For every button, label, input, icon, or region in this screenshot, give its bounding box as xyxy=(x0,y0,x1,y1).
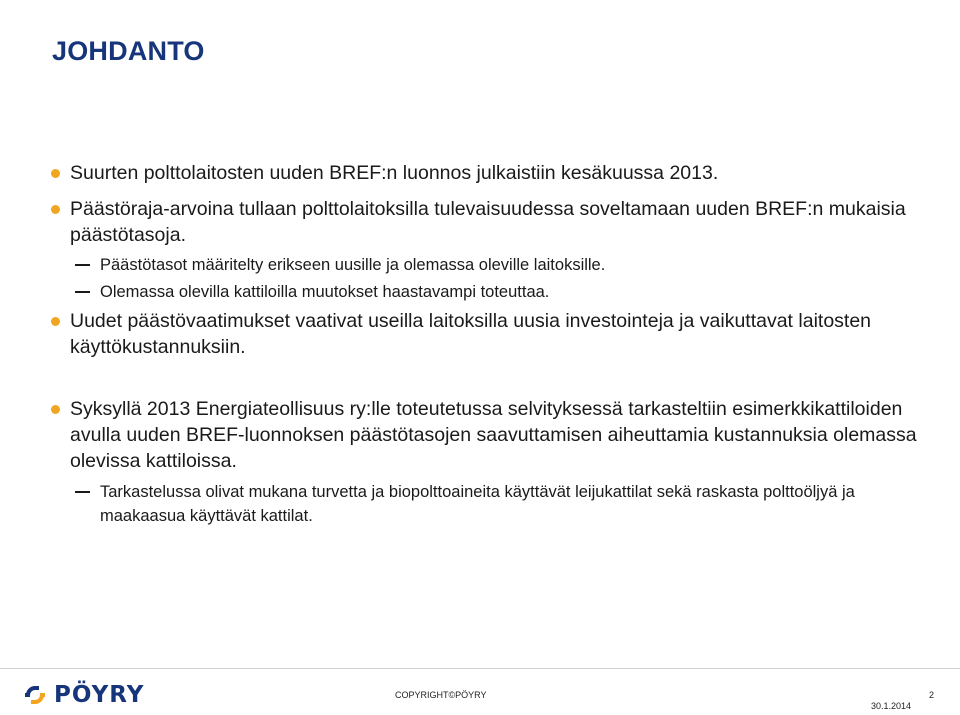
footer-divider xyxy=(0,668,960,669)
bullet-text: Uudet päästövaatimukset vaativat useilla laitoksilla uusia investointeja ja vaikuttavat laitosten käyttökustannuksiin. xyxy=(70,310,872,358)
poyry-logo-icon xyxy=(22,683,48,707)
bullet-text: Syksyllä 2013 Energiateollisuus ry:lle toteutetussa selvityksessä tarkasteltiin esimerkkikattiloiden avulla uuden BREF-luonnoksen päästötasojen saavuttamisen aiheuttamia kustannuksia olemassa olevissa kattiloissa. xyxy=(70,398,917,472)
dash-icon xyxy=(75,291,90,293)
sub-text: Päästötasot määritelty erikseen uusille ja olemassa oleville laitoksille. xyxy=(100,256,606,274)
bullet-dot-icon xyxy=(51,169,60,178)
poyry-logo xyxy=(22,682,144,708)
bullet-item xyxy=(70,160,930,186)
copyright-text: COPYRIGHT©PÖYRY xyxy=(395,690,487,700)
sub-item xyxy=(100,480,920,528)
bullet-dot-icon xyxy=(51,205,60,214)
bullet-item xyxy=(70,196,930,248)
bullet-text: Päästöraja-arvoina tullaan polttolaitoksilla tulevaisuudessa soveltamaan uuden BREF:n mukaisia päästötasoja. xyxy=(70,198,906,246)
sub-item xyxy=(100,280,920,304)
sub-text: Olemassa olevilla kattiloilla muutokset haastavampi toteuttaa. xyxy=(100,283,550,301)
sub-item xyxy=(100,253,920,277)
dash-icon xyxy=(75,264,90,266)
dash-icon xyxy=(75,491,90,493)
bullet-item xyxy=(70,308,930,360)
bullet-dot-icon xyxy=(51,317,60,326)
slide-date: 30.1.2014 xyxy=(871,701,912,711)
sub-text: Tarkastelussa olivat mukana turvetta ja biopolttoaineita käyttävät leijukattilat sekä raskasta polttoöljyä ja maakaasua käyttävät kattilat. xyxy=(100,483,855,525)
bullet-dot-icon xyxy=(51,405,60,414)
bullet-item xyxy=(70,396,930,474)
page-number: 2 xyxy=(929,690,935,700)
slide-title: JOHDANTO xyxy=(52,36,205,66)
bullet-text: Suurten polttolaitosten uuden BREF:n luonnos julkaistiin kesäkuussa 2013. xyxy=(70,162,719,184)
logo-text: PÖYRY xyxy=(54,682,145,708)
